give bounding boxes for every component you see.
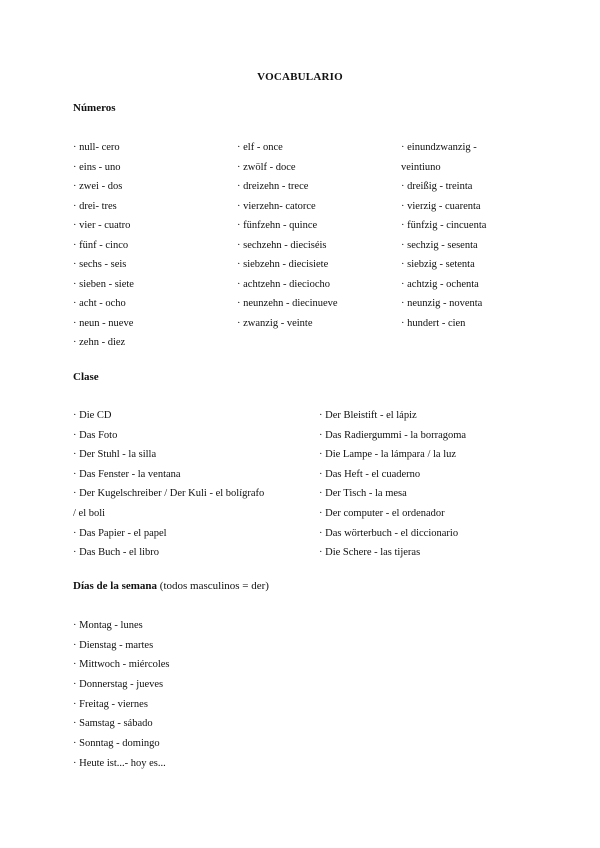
dias-heading-note: (todos masculinos = der) [157, 580, 269, 592]
vocab-item: · Das Fenster - la ventana [73, 468, 181, 480]
vocab-item: · eins - uno [73, 161, 121, 173]
clase-column-1 [73, 406, 313, 563]
vocab-item: · Der Tisch - la mesa [319, 488, 407, 500]
clase-column-2 [319, 406, 466, 563]
vocab-item: · Das Radiergummi - la borragoma [319, 429, 467, 441]
vocab-item: · fünf - cinco [73, 239, 129, 251]
vocab-item: · neunzehn - diecinueve [237, 298, 338, 309]
vocab-item: · Montag - lunes [73, 620, 143, 631]
vocab-item: · siebzehn - diecisiete [237, 259, 329, 270]
vocab-item: · Mittwoch - miércoles [73, 659, 170, 671]
vocab-item: · Sonntag - domingo [73, 738, 160, 750]
vocab-item: · vierzehn- catorce [237, 200, 316, 212]
vocab-item: · sechzig - sesenta [401, 239, 478, 251]
vocab-item: · Das Foto [73, 429, 118, 441]
vocab-item: · Das wörterbuch - el diccionario [319, 527, 459, 539]
vocab-item: · acht - ocho [73, 298, 126, 309]
vocab-item: · zwanzig - veinte [237, 317, 313, 329]
vocab-item: · neunzig - noventa [401, 298, 483, 309]
vocab-item: · Das Papier - el papel [73, 527, 167, 539]
vocab-item: · zehn - diez [73, 337, 126, 348]
vocab-item: · Die Schere - las tijeras [319, 547, 421, 559]
vocab-item: · zwölf - doce [237, 161, 296, 173]
vocab-item: · dreizehn - trece [237, 181, 309, 192]
vocab-item: · elf - once [237, 142, 283, 153]
vocab-item: · zwei - dos [73, 181, 123, 192]
vocab-item: · einundzwanzig - [401, 142, 477, 153]
numeros-column-3 [401, 138, 486, 333]
vocab-item: · vierzig - cuarenta [401, 200, 481, 212]
section-heading-dias [73, 580, 269, 592]
section-heading-numeros: Números [73, 102, 116, 114]
vocab-item: · achtzehn - dieciocho [237, 278, 330, 290]
section-heading-clase: Clase [73, 371, 99, 383]
vocab-item: · Der Stuhl - la silla [73, 449, 157, 461]
numeros-column-1 [73, 138, 134, 353]
dias-list [73, 616, 170, 774]
vocab-item: veintiuno [401, 161, 441, 173]
vocab-item: · hundert - cien [401, 317, 466, 329]
vocab-item: · Freitag - viernes [73, 698, 148, 710]
vocab-item: · sechs - seis [73, 259, 127, 270]
vocab-item: · Heute ist...- hoy es... [73, 757, 166, 769]
vocab-item: · Die Lampe - la lámpara / la luz [319, 449, 457, 461]
vocab-item: · Die CD [73, 410, 112, 421]
vocab-item: · Donnerstag - jueves [73, 679, 164, 691]
vocab-item: · Der computer - el ordenador [319, 507, 445, 519]
vocab-item: · sechzehn - dieciséis [237, 239, 327, 251]
vocab-item: · neun - nueve [73, 317, 134, 329]
vocab-item: · sieben - siete [73, 278, 134, 290]
vocab-item: · fünfzehn - quince [237, 220, 318, 231]
dias-heading-label: Días de la semana [73, 580, 158, 592]
numeros-column-2 [237, 138, 338, 333]
vocab-item: · Der Bleistift - el lápiz [319, 410, 417, 421]
vocab-item: · vier - cuatro [73, 220, 131, 231]
vocab-item: · Der Kugelschreiber / Der Kuli - el bolígrafo [73, 488, 265, 500]
vocab-item: · fünfzig - cincuenta [401, 220, 487, 231]
vocab-item: · Das Heft - el cuaderno [319, 468, 421, 480]
vocab-item: · Dienstag - martes [73, 639, 154, 651]
vocab-item: / el boli [73, 507, 106, 519]
page-title: VOCABULARIO [257, 71, 343, 83]
vocab-item: · dreißig - treinta [401, 181, 473, 192]
vocab-item: · null- cero [73, 142, 120, 153]
vocab-item: · Samstag - sábado [73, 718, 153, 730]
vocab-item: · drei- tres [73, 200, 117, 212]
vocab-item: · Das Buch - el libro [73, 547, 160, 559]
vocab-item: · siebzig - setenta [401, 259, 475, 270]
vocab-item: · achtzig - ochenta [401, 278, 479, 290]
